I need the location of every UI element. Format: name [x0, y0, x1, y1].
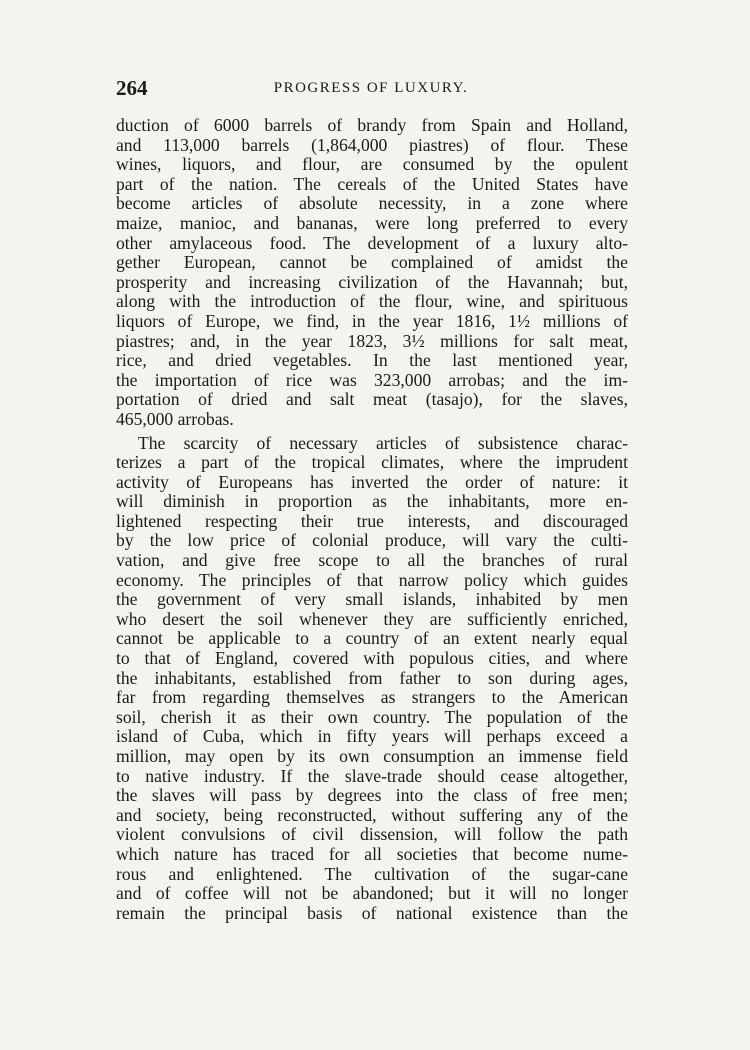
- text-line: duction of 6000 barrels of brandy from Spain and Holland,: [116, 115, 628, 135]
- text-line: piastres; and, in the year 1823, 3½ millions for salt meat,: [116, 330, 628, 351]
- text-line: remain the principal basis of national existence than the: [116, 902, 628, 923]
- text-line: rous and enlightened. The cultivation of the sugar-cane: [116, 863, 628, 884]
- text-line: to native industry. If the slave-trade should cease altogether,: [116, 765, 628, 786]
- text-line: who desert the soil whenever they are sufficiently enriched,: [116, 608, 628, 629]
- text-line: which nature has traced for all societies that become nume-: [116, 843, 628, 864]
- text-line: rice, and dried vegetables. In the last mentioned year,: [116, 350, 628, 371]
- text-line: violent convulsions of civil dissension, will follow the path: [116, 824, 628, 845]
- text-line: prosperity and increasing civilization of the Havannah; but,: [116, 271, 628, 292]
- text-line: part of the nation. The cereals of the United States have: [116, 173, 628, 194]
- text-line: lightened respecting their true interests, and discouraged: [116, 510, 628, 531]
- text-line: vation, and give free scope to all the branches of rural: [116, 550, 628, 571]
- text-line: will diminish in proportion as the inhabitants, more en-: [116, 491, 628, 512]
- text-line: cannot be applicable to a country of an extent nearly equal: [116, 628, 628, 649]
- text-line: along with the introduction of the flour, wine, and spirituous: [116, 291, 628, 312]
- text-line: soil, cherish it as their own country. The population of the: [116, 706, 628, 727]
- text-line: liquors of Europe, we find, in the year 1816, 1½ millions of: [116, 310, 628, 331]
- text-line: terizes a part of the tropical climates, where the imprudent: [116, 452, 628, 473]
- page-number: 264: [116, 76, 148, 100]
- text-line: become articles of absolute necessity, in a zone where: [116, 193, 628, 214]
- text-line: the government of very small islands, inhabited by men: [116, 589, 628, 610]
- text-line: far from regarding themselves as strangers to the American: [116, 687, 628, 708]
- text-line: and 113,000 barrels (1,864,000 piastres) of flour. These: [116, 134, 628, 155]
- text-line: to that of England, covered with populous cities, and where: [116, 648, 628, 669]
- text-line: by the low price of colonial produce, will vary the culti-: [116, 530, 628, 551]
- paragraph: [116, 434, 628, 924]
- text-line: wines, liquors, and flour, are consumed by the opulent: [116, 154, 628, 175]
- text-line: The scarcity of necessary articles of subsistence charac-: [138, 432, 628, 453]
- body-text: [116, 116, 628, 923]
- text-line: and society, being reconstructed, without suffering any of the: [116, 804, 628, 825]
- text-line: million, may open by its own consumption an immense field: [116, 746, 628, 766]
- paragraph: [116, 116, 628, 430]
- text-line: other amylaceous food. The development of a luxury alto-: [116, 232, 628, 253]
- text-line: gether European, cannot be complained of amidst the: [116, 252, 628, 273]
- text-line: and of coffee will not be abandoned; but it will no longer: [116, 883, 628, 904]
- running-title: PROGRESS OF LUXURY.: [273, 80, 469, 96]
- text-line: maize, manioc, and bananas, were long preferred to every: [116, 212, 628, 233]
- text-line: island of Cuba, which in fifty years will perhaps exceed a: [116, 726, 628, 747]
- text-line: economy. The principles of that narrow policy which guides: [116, 569, 628, 590]
- page-header: [116, 76, 626, 106]
- text-line: the inhabitants, established from father to son during ages,: [116, 667, 628, 688]
- text-line: activity of Europeans has inverted the order of nature: it: [116, 471, 628, 492]
- text-line: 465,000 arrobas.: [116, 408, 234, 429]
- text-line: portation of dried and salt meat (tasajo), for the slaves,: [116, 389, 628, 410]
- text-line: the importation of rice was 323,000 arrobas; and the im-: [116, 369, 628, 390]
- text-line: the slaves will pass by degrees into the class of free men;: [116, 785, 628, 806]
